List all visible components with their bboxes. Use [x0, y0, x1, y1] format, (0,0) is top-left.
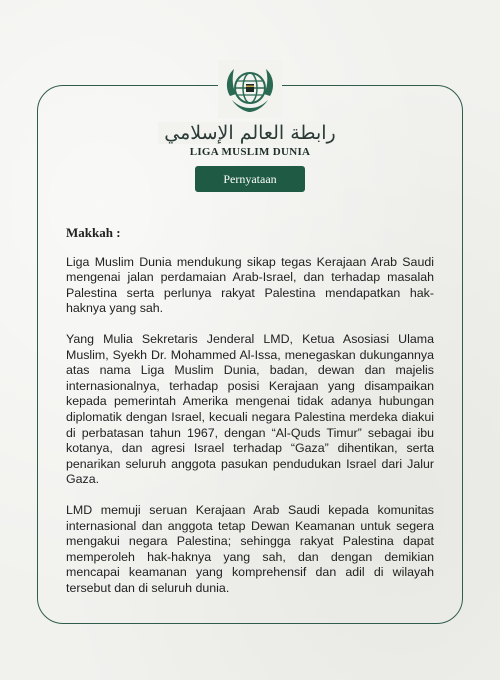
org-name: LIGA MUSLIM DUNIA: [189, 146, 311, 158]
location-label: Makkah :: [66, 225, 121, 240]
statement-body: [66, 225, 434, 611]
paragraph-2: Yang Mulia Sekretaris Jenderal LMD, Ketua Asosiasi Ulama Muslim, Syekh Dr. Mohammed Al-Issa, menegaskan dukungannya atas nama Liga Muslim Dunia, badan, dewan dan majelis internasionalnya, terhadap posisi Kerajaan yang disampaikan kepada pemerintah Amerika mengenai tidak adanya hubungan diplomatik dengan Israel, kecuali negara Palestina merdeka diakui di perbatasan tahun 1967, dengan “Al-Quds Timur” sebagai ibu kotanya, dan agresi Israel terhadap “Gaza” dihentikan, serta penarikan seluruh anggota pasukan pendudukan Israel dari Jalur Gaza.: [66, 331, 434, 487]
paragraph-1: Liga Muslim Dunia mendukung sikap tegas Kerajaan Arab Saudi mengenai jalan perdamaian Arab-Israel, dan terhadap masalah Palestina serta perlunya rakyat Palestina mendapatkan hak-haknya yang sah.: [66, 254, 434, 316]
logo: [218, 60, 282, 118]
header: [0, 60, 500, 200]
paragraph-3: LMD memuji seruan Kerajaan Arab Saudi kepada komunitas internasional dan anggota tetap Dewan Keamanan untuk segera mengakui negara Palestina; sehingga rakyat Palestina dapat memperoleh hak-haknya yang sah, dan dengan demikian mencapai keamanan yang komprehensif dan adil di wilayah tersebut dan di seluruh dunia.: [66, 502, 434, 595]
statement-badge: Pernyataan: [195, 166, 305, 192]
arabic-org-name: رابطة العالم الإسلامي: [158, 122, 341, 144]
globe-emblem-icon: [222, 62, 278, 116]
